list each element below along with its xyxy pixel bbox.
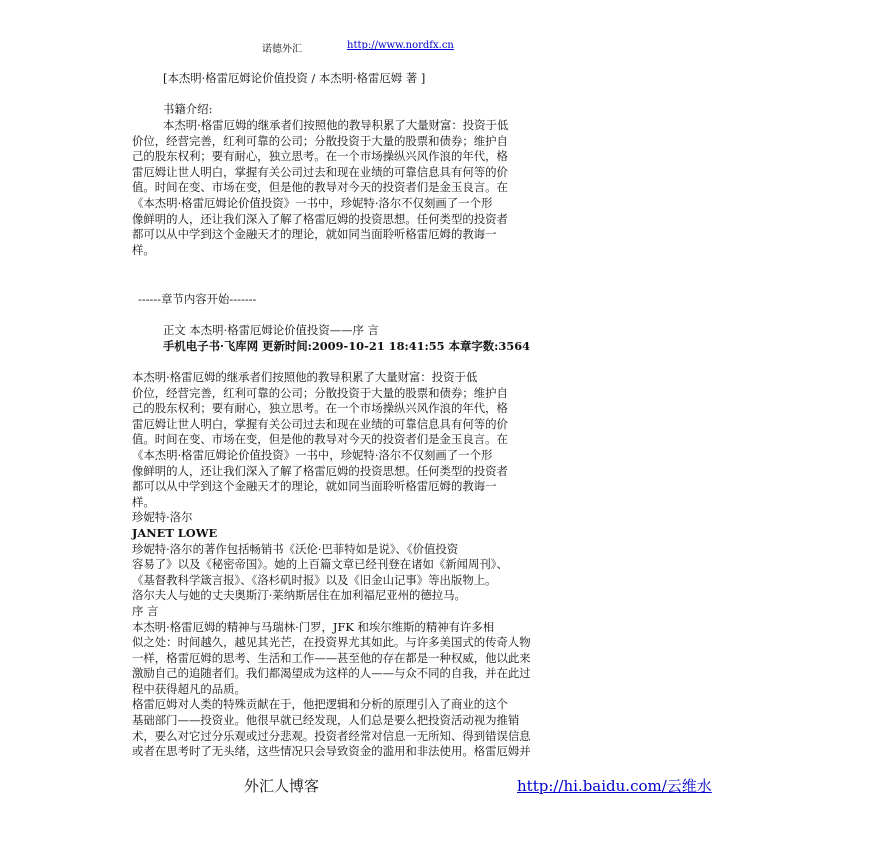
footer-blog-name: 外汇人博客 (244, 777, 320, 795)
body-line: 《基督教科学箴言报》、《洛杉矶时报》以及《旧金山记事》等出版物上。 (132, 572, 497, 587)
body-line: 珍妮特·洛尔的著作包括畅销书《沃伦·巴菲特如是说》、《价值投资 (132, 541, 459, 556)
header-url-link[interactable]: http://www.nordfx.cn (347, 40, 454, 51)
intro-line: 价位，经营完善，红利可靠的公司；分散投资于大量的股票和债券；维护自 (132, 133, 508, 148)
intro-line: 雷厄姆让世人明白，掌握有关公司过去和现在业绩的可靠信息具有何等的价 (132, 164, 508, 179)
body-line: 《本杰明·格雷厄姆论价值投资》一书中，珍妮特·洛尔不仅刻画了一个形 (132, 447, 493, 462)
author-name-en: JANET LOWE (132, 525, 218, 540)
book-title: [本杰明·格雷厄姆论价值投资 / 本杰明·格雷厄姆 著 ] (163, 71, 426, 85)
header-site-name: 诺德外汇 (262, 44, 302, 55)
intro-line: 像鲜明的人，还让我们深入了解了格雷厄姆的投资思想。任何类型的投资者 (132, 211, 508, 226)
body-line: 洛尔夫人与她的丈夫奥斯汀·莱纳斯居住在加利福尼亚州的德拉马。 (132, 588, 466, 603)
body-line: 像鲜明的人，还让我们深入了解了格雷厄姆的投资思想。任何类型的投资者 (132, 463, 508, 478)
body-line: 本杰明·格雷厄姆的精神与马瑞林·门罗，JFK 和埃尔维斯的精神有许多相 (132, 619, 495, 634)
body-line: 激励自己的追随者们。我们都渴望成为这样的人——与众不同的自我，并在此过 (132, 666, 531, 681)
intro-line: 值。时间在变、市场在变，但是他的教导对今天的投资者们是金玉良言。在 (132, 180, 508, 195)
body-line: 雷厄姆让世人明白，掌握有关公司过去和现在业绩的可靠信息具有何等的价 (132, 416, 508, 431)
footer-url-link[interactable]: http://hi.baidu.com/云维水 (517, 777, 712, 795)
body-line: 本杰明·格雷厄姆的继承者们按照他的教导积累了大量财富：投资于低 (132, 370, 478, 384)
body-line: 容易了》以及《秘密帝国》。她的上百篇文章已经刊登在诸如《新闻周刊》、 (132, 557, 508, 572)
body-line: 或者在思考时了无头绪，这些情况只会导致资金的滥用和非法使用。格雷厄姆并 (132, 744, 531, 759)
section-heading-preface: 序 言 (132, 603, 159, 618)
body-line: 价位，经营完善，红利可靠的公司；分散投资于大量的股票和债券；维护自 (132, 385, 508, 400)
chapter-body (132, 370, 642, 760)
chapter-title: 正文 本杰明·格雷厄姆论价值投资——序 言 (163, 323, 379, 337)
body-line: 格雷厄姆对人类的特殊贡献在于，他把逻辑和分析的原理引入了商业的这个 (132, 697, 508, 712)
chapter-start-marker: ------章节内容开始------- (138, 292, 257, 306)
body-line: 值。时间在变、市场在变，但是他的教导对今天的投资者们是金玉良言。在 (132, 432, 508, 447)
chapter-meta: 手机电子书·飞库网 更新时间:2009-10-21 18:41:55 本章字数:3564 (163, 339, 531, 353)
intro-line: 本杰明·格雷厄姆的继承者们按照他的教导积累了大量财富：投资于低 (163, 118, 509, 132)
body-line: 术，要么对它过分乐观或过分悲观。投资者经常对信息一无所知、得到错误信息 (132, 728, 531, 743)
body-line: 基础部门——投资业。他很早就已经发现，人们总是要么把投资活动视为推销 (132, 713, 520, 728)
intro-line: 样。 (132, 242, 155, 257)
body-line: 程中获得超凡的品质。 (132, 681, 246, 696)
intro-line: 己的股东权利；要有耐心，独立思考。在一个市场操纵兴风作浪的年代，格 (132, 149, 508, 164)
intro-line: 都可以从中学到这个金融天才的理论，就如同当面聆听格雷厄姆的教诲一 (132, 227, 497, 242)
body-line: 都可以从中学到这个金融天才的理论，就如同当面聆听格雷厄姆的教诲一 (132, 479, 497, 494)
intro-line: 《本杰明·格雷厄姆论价值投资》一书中，珍妮特·洛尔不仅刻画了一个形 (132, 195, 493, 210)
intro-text (132, 118, 642, 258)
author-name-zh: 珍妮特·洛尔 (132, 510, 193, 525)
body-line: 似之处：时间越久，越见其光芒，在投资界尤其如此。与许多美国式的传奇人物 (132, 635, 531, 650)
body-line: 样。 (132, 494, 155, 509)
intro-label: 书籍介绍: (163, 102, 213, 116)
body-line: 己的股东权利；要有耐心，独立思考。在一个市场操纵兴风作浪的年代，格 (132, 401, 508, 416)
body-line: 一样，格雷厄姆的思考、生活和工作——甚至他的存在都是一种权威，他以此来 (132, 650, 531, 665)
